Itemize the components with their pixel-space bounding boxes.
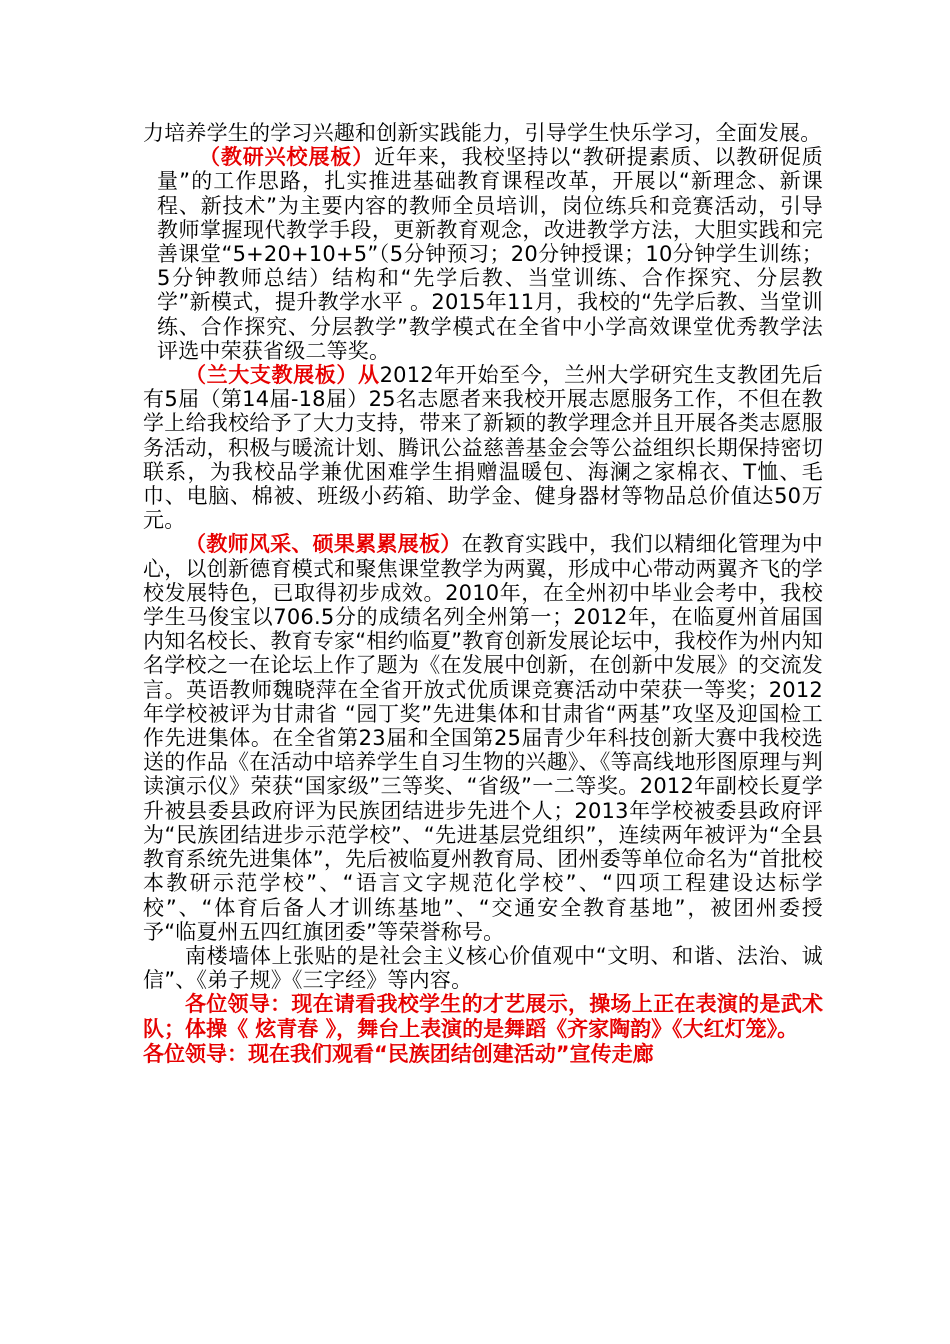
announcement-text: 各位领导：现在请看我校学生的才艺展示，操场上正在表演的是武术队；体操《 炫青春 》，舞台上表演的是舞蹈《齐家陶韵》《大红灯笼》。 (143, 992, 823, 1042)
document-page (143, 121, 823, 1067)
section-heading-teaching-research: （教研兴校展板） (199, 145, 375, 170)
paragraph-text: 近年来，我校坚持以“教研提素质、以教研促质量”的工作思路，扎实推进基础教育课程改革，开展以“新理念、新课程、新技术”为主要内容的教师全员培训，岗位练兵和竞赛活动，引导教师掌握现代教学手段，更新教育观念，改进教学方法，大胆实践和完善课堂“5+20+10+5”（5分钟预习；20分钟授课；10分钟学生训练；5分钟教师总结）结构和“先学后教、当堂训练、合作探究、分层教学”新模式，提升教学水平 。2015年11月，我校的“先学后教、当堂训练、合作探究、分层教学”教学模式在全省中小学高效课堂优秀教学法评选中荣获省级二等奖。 (157, 145, 823, 363)
paragraph-south-building (143, 944, 823, 992)
paragraph-text: 在教育实践中，我们以精细化管理为中心，以创新德育模式和聚焦课堂教学为两翼，形成中心带动两翼齐飞的学校发展特色，已取得初步成效。2010年，在全州初中毕业会考中，我校学生马俊宝以706.5分的成绩名列全州第一；2012年，在临夏州首届国内知名校长、教育专家“相约临夏”教育创新发展论坛中，我校作为州内知名学校之一在论坛上作了题为《在发展中创新，在创新中发展》的交流发言。英语教师魏晓萍在全省开放式优质课竞赛活动中荣获一等奖；2012年学校被评为甘肃省 “园丁奖”先进集体和甘肃省“两基”攻坚及迎国检工作先进集体。在全省第23届和全国第25届青少年科技创新大赛中我校选送的作品《在活动中培养学生自习生物的兴趣》、《等高线地形图原理与判读演示仪》荣获“国家级”三等奖、“省级”一二等奖。2012年副校长夏学升被县委县政府评为民族团结进步先进个人；2013年学校被委县政府评为“民族团结进步示范学校”、“先进基层党组织”，连续两年被评为“全县教育系统先进集体”，先后被临夏州教育局、团州委等单位命名为“首批校本教研示范学校”、“语言文字规范化学校”、“四项工程建设达标学校”、“体育后备人才训练基地”、“交通安全教育基地”，被团州委授予“临夏州五四红旗团委”等荣誉称号。 (143, 532, 823, 944)
paragraph-teacher-achievements (143, 532, 823, 943)
paragraph-text: 2012年开始至今，兰州大学研究生支教团先后有5届（第14届-18届）25名志愿者来我校开展志愿服务工作，不但在教学上给我校给予了大力支持，带来了新颖的教学理念并且开展各类志愿服务活动，积极与暖流计划、腾讯公益慈善基金会等公益组织长期保持密切联系，为我校品学兼优困难学生捐赠温暖包、海澜之家棉衣、T恤、毛巾、电脑、棉被、班级小药箱、助学金、健身器材等物品总价值达50万元。 (143, 363, 823, 533)
announcement-talent-show (143, 992, 823, 1042)
paragraph-intro-continuation (143, 121, 823, 145)
section-heading-lanzhou-university: （兰大支教展板）从 (185, 363, 380, 388)
announcement-text: 各位领导：现在我们观看“民族团结创建活动”宣传走廊 (143, 1042, 654, 1067)
paragraph-text: 力培养学生的学习兴趣和创新实践能力，引导学生快乐学习，全面发展。 (143, 121, 822, 145)
section-heading-teacher-achievements: （教师风采、硕果累累展板） (185, 532, 462, 557)
paragraph-text: 南楼墙体上张贴的是社会主义核心价值观中“文明、和谐、法治、诚信”、《弟子规》《三字经》等内容。 (143, 943, 823, 993)
paragraph-teaching-research (143, 145, 823, 363)
announcement-ethnic-unity-corridor (143, 1042, 823, 1067)
paragraph-lanzhou-university (143, 363, 823, 532)
